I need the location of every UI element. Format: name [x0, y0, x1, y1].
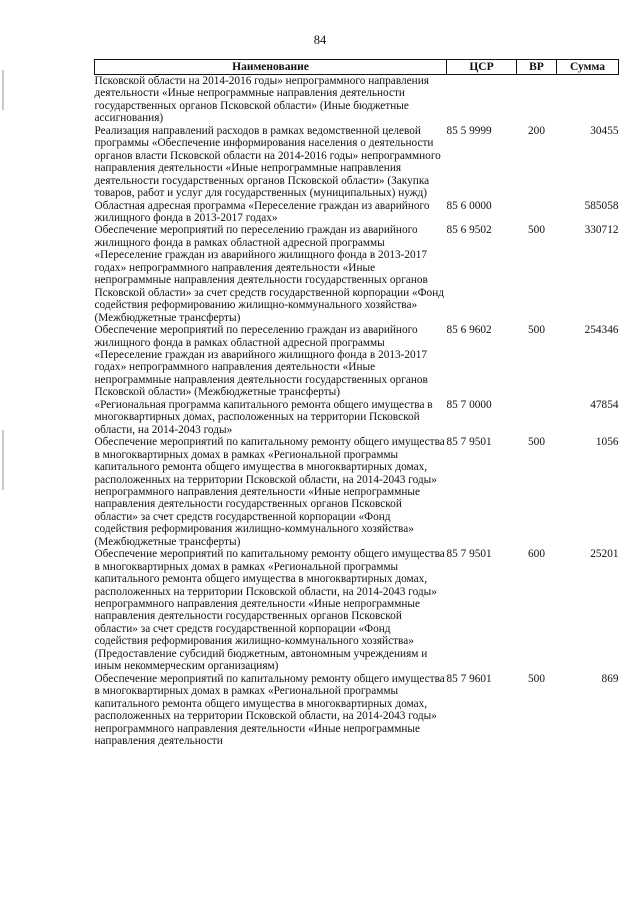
row-sum: 585058 [584, 199, 619, 212]
scan-edge-mark [2, 430, 4, 490]
row-vr [517, 200, 557, 225]
row-sum: 47854 [590, 398, 619, 411]
row-csr [447, 75, 517, 125]
table-row [95, 125, 619, 200]
row-sum: 869 [601, 672, 619, 685]
table-row [95, 548, 619, 673]
row-vr [517, 75, 557, 125]
row-name: Обеспечение мероприятий по переселению граждан из аварийного жилищного фонда в рамках областной адресной программы «Переселение граждан из аварийного жилищного фонда в 2013-2017 годах» непрограммного направления деятельности «Иные непрограммные направления деятельности государственных органов Псковской области» (Межбюджетные трансферты) [94, 324, 428, 399]
row-vr [517, 399, 557, 436]
row-csr: 85 7 0000 [446, 398, 492, 411]
row-name: Обеспечение мероприятий по капитальному ремонту общего имущества в многоквартирных домах в рамках «Региональной программы капитального ремонта общего имущества в многоквартирных домах, расположенных на территории Псковской области, на 2014-2043 годы» непрограммного направления деятельности «Иные непрограммные направления деятельности государственных органов Псковской области» за счет средств государственной корпорации «Фонд содействия реформирования жилищно-коммунального хозяйства» (Предоставление субсидий бюджетным, автономным учреждениям и иным некоммерческим организациям) [94, 548, 445, 673]
row-csr: 85 7 9501 [446, 548, 492, 561]
row-vr: 200 [528, 124, 545, 137]
table-header [95, 60, 619, 75]
row-sum: 25201 [590, 548, 619, 561]
column-header-csr: ЦСР [447, 60, 517, 75]
row-csr: 85 6 9602 [446, 324, 492, 337]
page-number: 84 [313, 33, 327, 47]
table-row [95, 324, 619, 399]
row-csr: 85 7 9601 [446, 672, 492, 685]
column-header-name: Наименование [95, 60, 447, 75]
row-csr: 85 6 0000 [446, 199, 492, 212]
table-row [95, 673, 619, 748]
column-header-sum: Сумма [557, 60, 619, 75]
row-vr: 500 [528, 224, 545, 237]
table-body [95, 75, 619, 748]
row-name: Реализация направлений расходов в рамках ведомственной целевой программы «Обеспечение информирования населения о деятельности органов власти Псковской области на 2014-2016 годы» непрограммного направления деятельности «Иные непрограммные направления деятельности государственных органов Псковской области» (Закупка товаров, работ и услуг для государственных (муниципальных) нужд) [94, 124, 441, 200]
scan-edge-mark [2, 70, 4, 110]
row-sum: 254346 [584, 324, 619, 337]
row-vr: 500 [528, 324, 545, 337]
row-sum: 1056 [595, 436, 619, 449]
row-name: Обеспечение мероприятий по капитальному ремонту общего имущества в многоквартирных домах в рамках «Региональной программы капитального ремонта общего имущества в многоквартирных домах, расположенных на территории Псковской области, на 2014-2043 годы» непрограммного направления деятельности «Иные непрограммные направления деятельности государственных органов Псковской области» за счет средств государственной корпорации «Фонд содействия реформирования жилищно-коммунального хозяйства» (Межбюджетные трансферты) [94, 436, 445, 548]
row-sum [557, 75, 619, 125]
row-name: «Региональная программа капитального ремонта общего имущества в многоквартирных домах, расположенных на территории Псковской области, на 2014-2043 годы» [94, 398, 433, 436]
row-vr: 500 [528, 436, 545, 449]
row-sum: 30455 [590, 124, 619, 137]
row-name: Псковской области на 2014-2016 годы» непрограммного направления деятельности «Иные непрограммные направления деятельности государственных органов Псковской области» (Иные бюджетные ассигнования) [94, 75, 429, 125]
table-row [95, 75, 619, 125]
row-name: Обеспечение мероприятий по переселению граждан из аварийного жилищного фонда в рамках областной адресной программы «Переселение граждан из аварийного жилищного фонда в 2013-2017 годах» непрограммного направления деятельности «Иные непрограммные направления деятельности государственных органов Псковской области» за счет средств государственной корпорации «Фонд содействия реформированию жилищно-коммунального хозяйства» (Межбюджетные трансферты) [94, 224, 444, 324]
row-csr: 85 7 9501 [446, 436, 492, 449]
row-sum: 330712 [584, 224, 619, 237]
row-name: Областная адресная программа «Переселение граждан из аварийного жилищного фонда в 2013-2017 годах» [94, 199, 430, 224]
row-csr: 85 6 9502 [446, 224, 492, 237]
table-row [95, 200, 619, 225]
table-row [95, 224, 619, 324]
row-vr: 600 [528, 548, 545, 561]
row-csr: 85 5 9999 [446, 124, 492, 137]
row-name: Обеспечение мероприятий по капитальному ремонту общего имущества в многоквартирных домах в рамках «Региональной программы капитального ремонта общего имущества в многоквартирных домах, расположенных на территории Псковской области, на 2014-2043 годы» непрограммного направления деятельности «Иные непрограммные направления деятельности [94, 672, 445, 748]
budget-table [94, 59, 619, 747]
column-header-vr: ВР [517, 60, 557, 75]
table-row [95, 436, 619, 548]
table-row [95, 399, 619, 436]
row-vr: 500 [528, 672, 545, 685]
